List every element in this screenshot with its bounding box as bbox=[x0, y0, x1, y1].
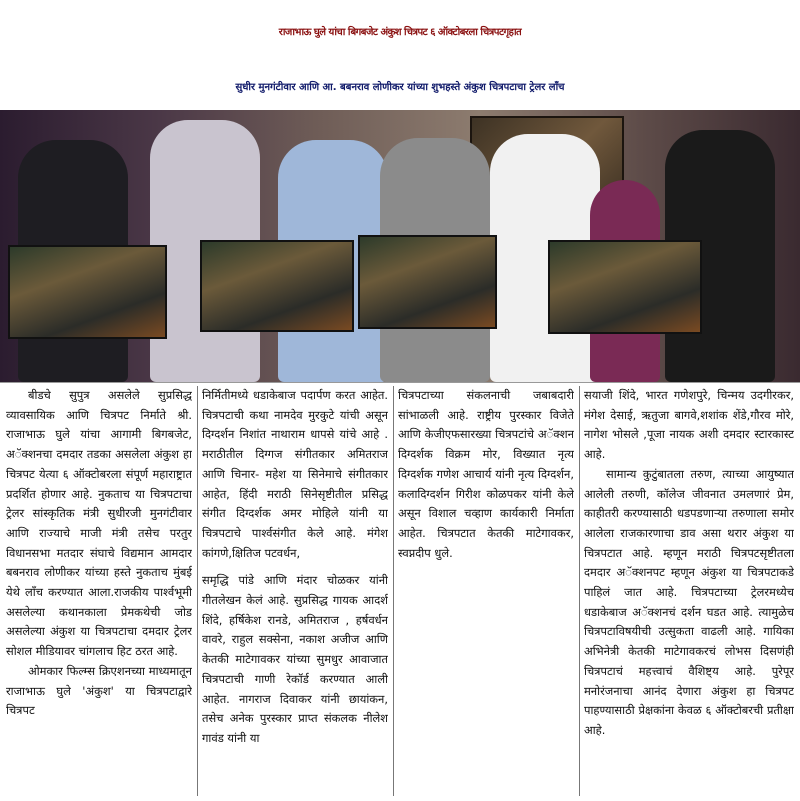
article-column-2 bbox=[202, 386, 388, 796]
article-column-3 bbox=[398, 386, 574, 796]
column-1-paragraph-1: बीडचे सुपुत्र असलेले सुप्रसिद्ध व्यावसायिक आणि चित्रपट निर्माते श्री. राजाभाऊ घुले यांचा आगामी बिगबजेट, अॅक्शनचा दमदार तडका असलेला अंकुश हा चित्रपट येत्या ६ ऑक्टोबरला संपूर्ण महाराष्ट्रात प्रदर्शित होणार आहे. नुकताच या चित्रपटाचा ट्रेलर सांस्कृतिक मंत्री सुधीरजी मुनगंटीवार आणि राज्याचे माजी मंत्री तसेच परतुर विधानसभा मतदार संघाचे विद्यमान आमदार बबनराव लोणीकर यांच्या हस्ते नुकताच मुंबई येथे लाँच करण्यात आला.राजकीय पार्श्वभूमी असलेल्या कथानकाला प्रेमकथेची जोड असलेल्या अंकुश या चित्रपटाचा दमदार ट्रेलर सोशल मीडियावर चांगलाच हिट ठरत आहे. bbox=[6, 388, 192, 659]
column-1-paragraph-2: ओमकार फिल्म्स क्रिएशनच्या माध्यमातून राजाभाऊ घुले 'अंकुश' या चित्रपटाद्वारे चित्रपट bbox=[6, 663, 192, 718]
column-4-paragraph-1: सयाजी शिंदे, भारत गणेशपुरे, चिन्मय उदगीरकर, मंगेश देसाई, ऋतुजा बागवे,शशांक शेंडे,गौरव मोरे, नागेश भोसले ,पूजा नायक अशी दमदार स्टारकास्ट आहे. bbox=[584, 388, 794, 462]
column-4-paragraph-2: सामान्य कुटुंबातला तरुण, त्याच्या आयुष्यात आलेली तरुणी, कॉलेज जीवनात उमलणारं प्रेम, काहीतरी करण्यासाठी धडपडणाऱ्या तरुणाला समोर आलेला राजकारणाचा डाव असा थरार अंकुश या चित्रपटात आहे. म्हणून मराठी चित्रपटसृष्टीतला दमदार अॅक्शनपट म्हणून अंकुश या चित्रपटाकडे पाहिलं जात आहे. चित्रपटाच्या ट्रेलरमध्येच धडाकेबाज अॅक्शनचं दर्शन घडत आहे. त्यामुळेच चित्रपटाविषयीची उत्सुकता वाढली आहे. गायिका अभिनेत्री केतकी माटेगावकरचं लोभस दिसणंही चित्रपटाचं महत्त्वाचं वैशिष्ट्य आहे. पुरेपूर मनोरंजनाचा आनंद देणारा अंकुश हा चित्रपट पाहण्यासाठी प्रेक्षकांना केवळ ६ ऑक्टोबरची प्रतीक्षा आहे. bbox=[584, 466, 794, 737]
column-3-paragraph-1: चित्रपटाच्या संकलनाची जबाबदारी सांभाळली आहे. राष्ट्रीय पुरस्कार विजेते आणि केजीएफसारख्या चित्रपटांचे अॅक्शन दिग्दर्शक विक्रम मोर, विख्यात नृत्य दिग्दर्शक गणेश आचार्य यांनी नृत्य दिग्दर्शन, कलादिग्दर्शन गिरीश कोळपकर यांनी केले असून विशाल चव्हाण कार्यकारी निर्माता आहेत. चित्रपटात केतकी माटेगावकर, स्वप्नदीप धुले. bbox=[398, 388, 574, 560]
headline: राजाभाऊ घुले यांचा बिगबजेट अंकुश चित्रपट ६ ऑक्टोबरला चित्रपटगृहात bbox=[278, 27, 522, 38]
movie-poster-2 bbox=[200, 240, 354, 332]
column-divider-2 bbox=[393, 386, 394, 796]
movie-poster-1 bbox=[8, 245, 167, 339]
column-2-paragraph-2: समृद्धि पांडे आणि मंदार चोळकर यांनी गीतलेखन केलं आहे. सुप्रसिद्ध गायक आदर्श शिंदे, हर्षिकेश रानडे, अमितराज , हर्षवर्धन वावरे, राहुल सक्सेना, नकाश अजीज आणि केतकी माटेगावकर यांच्या सुमधुर आवाजात चित्रपटाची गाणी रेकॉर्ड करण्यात आली आहेत. नागराज दिवाकर यांनी छायांकन, तसेच अनेक पुरस्कार प्राप्त संकलक नीलेश गावंड यांनी या bbox=[202, 573, 388, 745]
press-photo bbox=[0, 110, 800, 382]
movie-poster-4 bbox=[548, 240, 702, 334]
subheadline: सुधीर मुनगंटीवार आणि आ. बबनराव लोणीकर यांच्या शुभहस्ते अंकुश चित्रपटाचा ट्रेलर लाँच bbox=[235, 82, 565, 93]
column-divider-3 bbox=[579, 386, 580, 796]
movie-poster-3 bbox=[358, 235, 497, 329]
column-divider-1 bbox=[197, 386, 198, 796]
column-2-paragraph-1: निर्मितीमध्ये धडाकेबाज पदार्पण करत आहेत. चित्रपटाची कथा नामदेव मुरकुटे यांची असून दिग्दर्शन निशांत नाथाराम धापसे यांचे आहे . मराठीतील दिग्गज संगीतकार अमितराज आणि चिनार- महेश या सिनेमाचे संगीतकार आहेत, हिंदी मराठी सिनेसृष्टीतील प्रसिद्ध संगीत दिग्दर्शक अमर मोहिले यांनी या चित्रपटाचे पार्श्वसंगीत केले आहे. मंगेश कांगणे,क्षितिज पटवर्धन, bbox=[202, 388, 388, 560]
article-column-1 bbox=[6, 386, 192, 796]
article-column-4 bbox=[584, 386, 794, 796]
